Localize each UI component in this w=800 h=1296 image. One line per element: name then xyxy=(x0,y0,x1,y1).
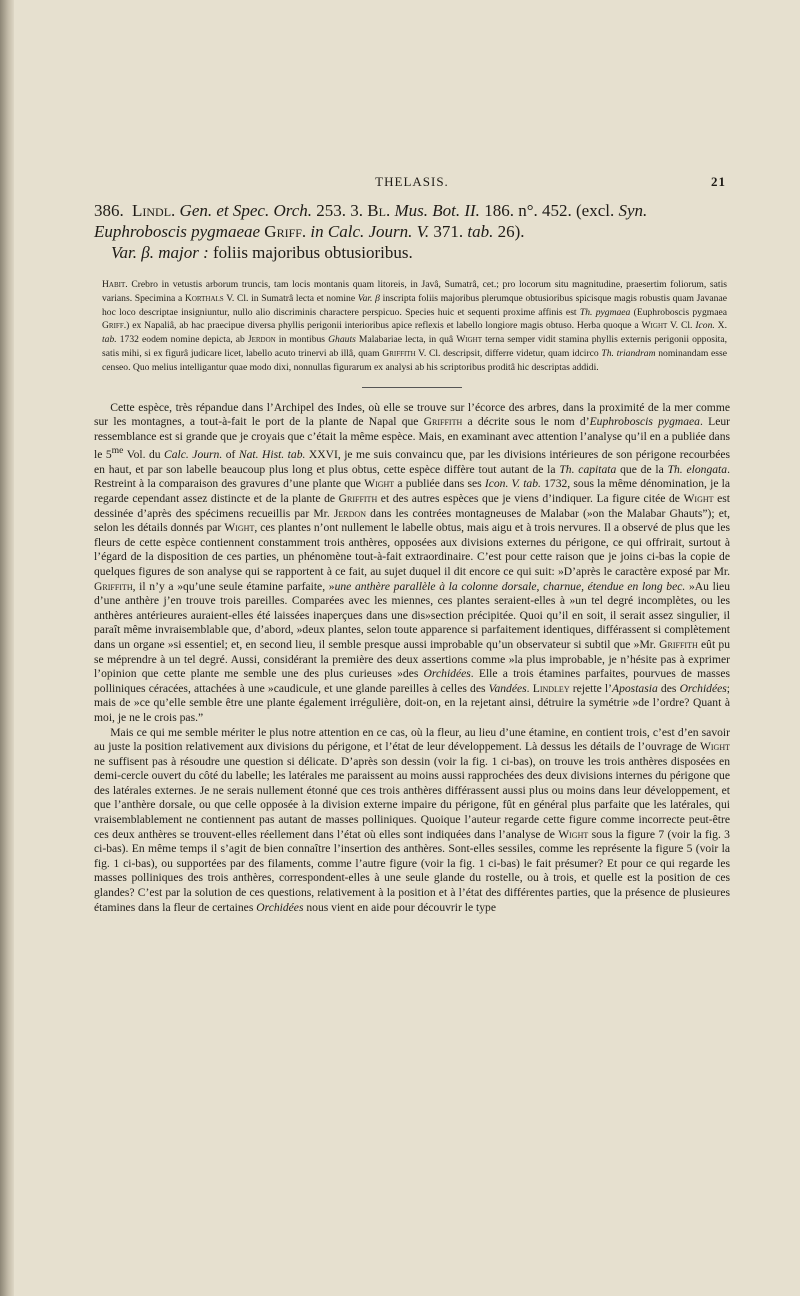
french-commentary xyxy=(94,401,730,916)
latin-text: terna semper vidit stamina phyllis externis perigonii opposita, satis mihi, si ex figurâ judicare licet, labello acuto trinervi ab illâ, quam xyxy=(102,334,727,359)
taxon-name: Th. pygmaea xyxy=(579,306,631,318)
text: . Elle a trois étamines parfaites, pourvues de masses polliniques céracées, attachées à une »caudicule, et une glande pareilles à celles des xyxy=(94,667,730,695)
citation-in: in xyxy=(310,222,324,241)
person-name: Wight xyxy=(558,827,589,841)
text: ; mais de »ce qu’elle semble être une plante également irrégulière, doit-on, en la rejetant ainsi, détruire la symétrie »de l’ordre? Quant à moi, je ne le crois pas.” xyxy=(94,681,731,724)
taxon-name: Orchidées xyxy=(256,900,304,914)
latin-text: V. Cl. xyxy=(667,320,696,332)
person-name: Griff. xyxy=(102,320,127,332)
person-name: Wight xyxy=(364,477,395,491)
taxon-name: Apostasia xyxy=(612,681,658,695)
synonym-name: Euphroboscis pygmaeae xyxy=(94,222,261,241)
taxon-name: Vandées xyxy=(488,681,527,695)
text: . Leur ressemblance est si grande que je croyais que c’était la même espèce. Mais, en examinant avec attention l’analyse qu’il en a publiée dans le 5 xyxy=(94,415,730,462)
text: XXVI, je me suis convaincu que, par les divisions intérieures de son périgone recourbées en haut, et par son labelle beaucoup plus long et plus obtus, cette espèce diffère tout autant de la xyxy=(94,448,731,476)
taxon-name: Euphroboscis pygmaea xyxy=(589,415,700,429)
latin-text: V. Cl. descripsit, differre videtur, quam idcirco xyxy=(415,347,602,359)
taxon-name: Orchidées xyxy=(423,667,471,681)
text: des xyxy=(657,681,680,695)
citation-ref: 253. 3. xyxy=(316,201,364,220)
person-name: Jerdon xyxy=(247,334,276,346)
person-name: Griffith xyxy=(382,347,416,359)
person-name: Griffith xyxy=(423,415,463,429)
paragraph xyxy=(94,726,730,916)
text: Cette espèce, très répandue dans l’Archipel des Indes, où elle se trouve sur l’écorce des arbres, dans la proximité de la mer comme sur les montagnes, a tout-à-fait le port de la plante de Napal que xyxy=(94,400,730,429)
taxon-name: Th. elongata xyxy=(667,462,728,476)
citation-ref: 371. xyxy=(433,222,464,241)
page-content xyxy=(94,174,730,915)
person-name: Wight xyxy=(224,521,255,535)
author-name: Bl. xyxy=(367,201,391,220)
latin-text: X. xyxy=(714,320,727,332)
author-name: Griff. xyxy=(264,222,307,241)
citation-ref: 186. n°. 452. (excl. xyxy=(484,201,615,220)
book-page xyxy=(14,0,800,1296)
habitat-label: Habit. xyxy=(102,279,128,290)
text: of xyxy=(222,448,239,462)
taxon-name: Th. capitata xyxy=(559,462,617,476)
person-name: Wight xyxy=(683,492,714,505)
running-head xyxy=(94,174,730,192)
page-number: 21 xyxy=(711,174,726,189)
text: a décrite sous le nom d’ xyxy=(462,415,590,429)
person-name: Griffith xyxy=(94,579,133,593)
text: ne suffisent pas à résoudre une question si délicate. D’après son dessin (voir la fig. 1 ci-bas), on trouve les trois anthères disposées en demi-cercle ouvert du côté du labelle; les latérales me paraissent au moins aussi rapprochées des deux divisions internes du périgone que des latérales externes. Je ne serais nullement étonné que ces trois anthères différassent aussi plus ou moins dans leur développement, et que l’anthère dorsale, ou que celle opposée à la division externe impaire du périgone, fût en général plus parfaite que les latérales, qui vraisemblablement ne contiennent pas autant de masses polliniques. Quoique l’auteur regarde cette figure comme incorrecte peut-être ces deux anthères se trouvent-elles réellement dans l’état où elles sont indiquées dans l’analyse de xyxy=(94,754,730,841)
variety-label: Var. β. major : xyxy=(111,243,209,262)
entry-number: 386. xyxy=(94,201,124,220)
latin-text: Malabariae lecta, in quâ xyxy=(355,334,457,346)
text: a publiée dans ses xyxy=(394,477,485,491)
text: eût pu se méprendre à un tel degré. Aussi, considérant la première des deux assertions comme »la plus improbable, je n’hésite pas à exprimer l’opinion que cette plante me semble une des plus curieuses »des xyxy=(94,637,730,681)
person-name: Korthals xyxy=(184,292,224,304)
text: Mais ce qui me semble mériter le plus notre attention en ce cas, où la fleur, au lieu d’une étamine, en contient trois, c’est d’en savoir au juste la position relativement aux divisions du périgone, et l’état de leur développement. Là dessus les détails de l’ouvrage de xyxy=(94,725,730,754)
work-title: Nat. Hist. tab. xyxy=(238,448,306,462)
latin-text: in montibus xyxy=(275,334,329,346)
citation-ref: 26). xyxy=(497,222,525,241)
person-name: Wight xyxy=(641,320,668,332)
text: . Restreint à la comparaison des gravures d’une plante que xyxy=(94,462,730,491)
citation-work: Gen. et Spec. Orch. xyxy=(179,201,313,220)
latin-text: 1732 eodem nomine depicta, ab xyxy=(116,334,248,346)
work-title: Icon. V. tab. xyxy=(484,477,541,491)
person-name: Griffith xyxy=(338,492,378,505)
latin-text: Crebro in vetustis arborum truncis, tam locis montanis quam litoreis, in Javâ, Sumatrâ, cet.; pro locorum situ magnitudine, praesertim foliorum, satis varians. Specimina a xyxy=(102,279,727,304)
text: 1732, sous la même dénomination, je la regarde cependant assez distincte et de la plante de xyxy=(94,477,731,505)
text: rejette l’ xyxy=(569,681,612,695)
text: que de la xyxy=(616,462,668,476)
synonym-label: Syn. xyxy=(618,201,648,220)
text: nous vient en aide pour découvrir le type xyxy=(303,900,496,914)
citation-tab: tab. xyxy=(467,222,494,241)
latin-text: nominandam esse censeo. Quo melius intelligantur quae modo dixi, nonnullas figurarum ex analysi ab his scriptoribus proditâ hic descriptas addidi. xyxy=(102,347,727,373)
person-name: Jerdon xyxy=(333,506,366,520)
work-title: Icon. xyxy=(695,320,715,332)
latin-text: V. Cl. in Sumatrâ lecta et nomine xyxy=(223,292,358,304)
quoted-description: une anthère parallèle à la colonne dorsale, charnue, étendue en long bec. xyxy=(334,579,686,593)
variety-description: foliis majoribus obtusioribus. xyxy=(212,243,413,262)
citation-work: Mus. Bot. II. xyxy=(394,201,480,220)
citation-work: Calc. Journ. V. xyxy=(327,222,430,241)
author-name: Lindl. xyxy=(132,201,176,220)
text: Vol. du xyxy=(123,448,165,462)
text: , ces plantes n’ont nullement le labelle obtus, mais aigu et à trois nervures. Il a observé de plus que les fleurs de cette espèce contiennent constamment trois anthères, opposées aux divisions externes du périgone, ce qui offrirait, surtout à l’égard de la disposition de ces parties, un phénomène tout-à-fait extraordinaire. C’est pour cette raison que je joins ci-bas la copie de quelques figures de son analyse qui se rapportent à ce fait, au sujet duquel il dit encore ce qui suit: »D’après le caractère exposé par Mr. xyxy=(94,521,730,578)
latin-text: ) ex Napaliâ, ab hac praecipue diversa phyllis perigonii interioribus apice reflexis et labello longiore magis obtuso. Herba quoque a xyxy=(126,320,642,332)
person-name: Wight xyxy=(699,740,730,754)
text: »Au lieu d’une anthère j’en trouve trois pareilles. Comparées avec les miennes, ces plantes seraient-elles à »un tel degré incomplètes, ou les anthères antérieures auraient-elles été laissées inaperçues dans une dis»section précipitée. Quoi qu’il en soit, il serait assez singulier, il paraît même invraisemblable que, d’abord, »deux plantes, selon toute apparence si parfaitement identiques, différassent si complètement dans un organe »si essentiel; et, en second lieu, il semble presque aussi improbable qu’un observateur si subtil que »Mr. xyxy=(94,579,731,651)
superscript: me xyxy=(111,445,124,457)
binding-gutter xyxy=(0,0,14,1296)
text: , il n’y a »qu’une seule étamine parfaite, » xyxy=(132,579,335,593)
taxon-name: Var. β xyxy=(357,292,380,304)
running-title: THELASIS. xyxy=(375,174,449,189)
person-name: Griffith xyxy=(659,637,698,651)
taxon-name: Th. triandram xyxy=(601,347,656,359)
place-name: Ghauts xyxy=(328,334,356,346)
work-title: tab. xyxy=(102,334,117,346)
section-divider xyxy=(362,387,462,388)
person-name: Wight xyxy=(456,334,482,346)
person-name: Lindley xyxy=(532,681,570,695)
text: . xyxy=(526,681,533,695)
text: et des autres espèces que je viens d’indiquer. La figure citée de xyxy=(377,492,684,505)
text: est dessinée d’après des spécimens recueillis par Mr. xyxy=(94,492,731,520)
latin-text: (Euphroboscis pygmaea xyxy=(630,306,727,318)
work-title: Calc. Journ. xyxy=(164,448,223,462)
taxon-name: Orchidées xyxy=(679,681,727,695)
latin-text: inscripta foliis majoribus plerumque obtusioribus spicisque magis robustis quam Javanae hoc loco descriptae insigniuntur, nullo alio discriminis charactere perspicuo. Species huic et sequenti proxime affinis est xyxy=(102,292,727,318)
text: sous la figure 7 (voir la fig. 3 ci-bas). En même temps il s’agit de bien connaître l’insertion des anthères. Sont-elles sessiles, comme les représente la figure 5 (voir la fig. 1 ci-bas), ou supportées par des filaments, comme l’autre figure (voir la fig. 1 ci-bas) le fait présumer? Et pour ce qui regarde les masses polliniques des trois anthères, correspondent-elles à une seule glande du rostelle, ou à trois, et quelle est la position de ces glandes? C’est par la solution de ces questions, relativement à la position et à l’état des différentes parties, que la présence de plusieures étamines dans la fleur de certaines xyxy=(94,827,730,914)
paragraph xyxy=(94,401,730,726)
latin-habitat-paragraph xyxy=(102,278,727,375)
species-entry xyxy=(94,200,730,263)
text: dans les contrées montagneuses de Malabar (»on the Malabar Ghauts”); et, selon les détails donnés par xyxy=(94,506,730,535)
